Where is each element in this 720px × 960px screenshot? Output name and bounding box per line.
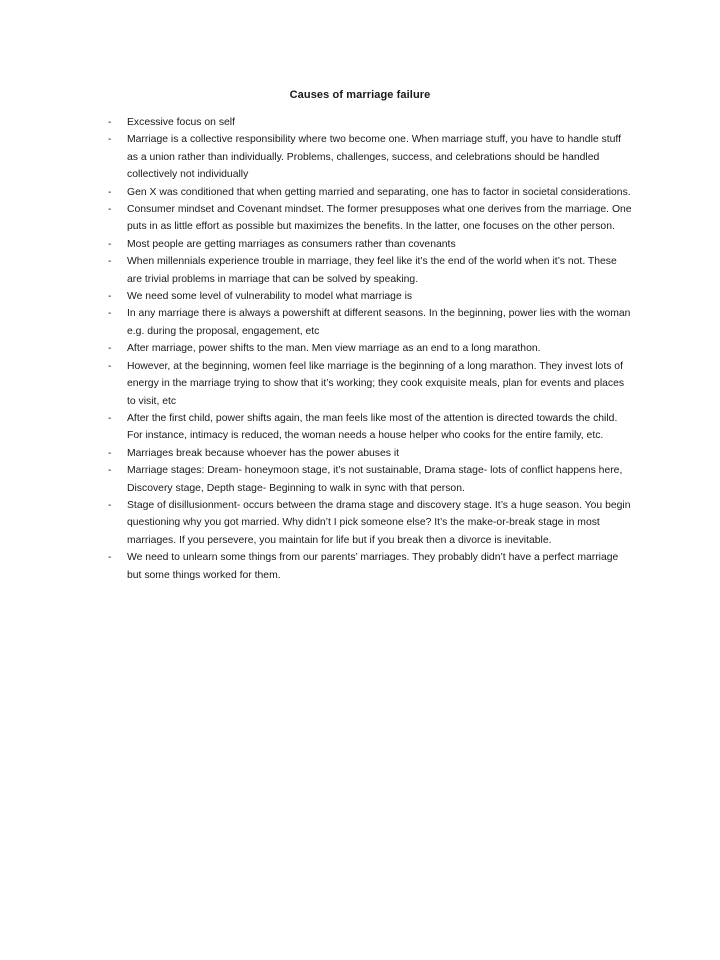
list-item-text: However, at the beginning, women feel like marriage is the beginning of a long marathon. They invest lots of energy in the marriage trying to show that it’s working; they cook exquisite meals, plan for events and places to visit, etc xyxy=(127,360,625,407)
bullet-dash-icon: - xyxy=(108,499,112,511)
bullet-dash-icon: - xyxy=(108,465,112,477)
list-item-text: Stage of disillusionment- occurs between the drama stage and discovery stage. It’s a huge season. You begin questioning why you got married. Why didn’t I pick someone else? It’s the make-or-break stage in most marriages. If you persevere, you maintain for life but if you break then a divorce is inevitable. xyxy=(127,499,631,546)
list-item-text: Marriage stages: Dream- honeymoon stage, it’s not sustainable, Drama stage- lots of conflict happens here, Discovery stage, Depth stage- Beginning to walk in sync with that person. xyxy=(127,465,623,494)
bullet-dash-icon: - xyxy=(108,134,112,146)
bullet-dash-icon: - xyxy=(108,238,112,250)
list-item xyxy=(108,497,633,549)
list-item-text: Marriage is a collective responsibility where two become one. When marriage stuff, you have to handle stuff as a union rather than individually. Problems, challenges, success, and celebrations should be handled collectively not individually xyxy=(127,134,622,181)
list-item-text: Marriages break because whoever has the power abuses it xyxy=(127,447,400,459)
list-item xyxy=(108,253,633,288)
list-item-text: Excessive focus on self xyxy=(127,117,235,128)
list-item-text: After marriage, power shifts to the man. Men view marriage as an end to a long marathon. xyxy=(127,343,541,355)
list-item-text: Gen X was conditioned that when getting married and separating, one has to factor in societal considerations. xyxy=(127,186,631,198)
bullet-dash-icon: - xyxy=(108,552,112,564)
bullet-dash-icon: - xyxy=(108,343,112,355)
bullet-dash-icon: - xyxy=(108,291,112,303)
list-item-text: Consumer mindset and Covenant mindset. The former presupposes what one derives from the marriage. One puts in as little effort as possible but maximizes the benefits. In the latter, one focuses on the other person. xyxy=(127,204,632,233)
list-item xyxy=(108,201,633,236)
bullet-dash-icon: - xyxy=(108,412,112,424)
bullet-dash-icon: - xyxy=(108,360,112,372)
list-item xyxy=(108,410,633,445)
list-item xyxy=(108,114,633,131)
list-item-text: After the first child, power shifts again, the man feels like most of the attention is directed towards the child. For instance, intimacy is reduced, the woman needs a house helper who cooks for the entire family, etc. xyxy=(127,412,618,442)
list-item xyxy=(108,236,633,253)
list-item-text: We need to unlearn some things from our parents’ marriages. They probably didn’t have a perfect marriage but some things worked for them. xyxy=(127,552,619,581)
list-item-text: When millennials experience trouble in marriage, they feel like it’s the end of the world when it’s not. These are trivial problems in marriage that can be solved by speaking. xyxy=(127,256,617,285)
list-item xyxy=(108,288,633,305)
bullet-list xyxy=(108,114,633,584)
list-item xyxy=(108,340,633,357)
list-item-text: We need some level of vulnerability to model what marriage is xyxy=(127,291,413,303)
bullet-dash-icon: - xyxy=(108,308,112,320)
list-item xyxy=(108,305,633,340)
list-item xyxy=(108,462,633,497)
bullet-dash-icon: - xyxy=(108,447,112,459)
list-item xyxy=(108,184,633,201)
bullet-dash-icon: - xyxy=(108,117,112,128)
list-item xyxy=(108,445,633,462)
bullet-dash-icon: - xyxy=(108,256,112,268)
list-item-text: In any marriage there is always a powershift at different seasons. In the beginning, power lies with the woman e.g. during the proposal, engagement, etc xyxy=(127,308,631,337)
list-item xyxy=(108,131,633,183)
list-item xyxy=(108,549,633,584)
bullet-dash-icon: - xyxy=(108,204,112,216)
list-item xyxy=(108,358,633,410)
document-title: Causes of marriage failure xyxy=(289,89,431,101)
bullet-dash-icon: - xyxy=(108,186,112,198)
list-item-text: Most people are getting marriages as consumers rather than covenants xyxy=(127,238,456,250)
